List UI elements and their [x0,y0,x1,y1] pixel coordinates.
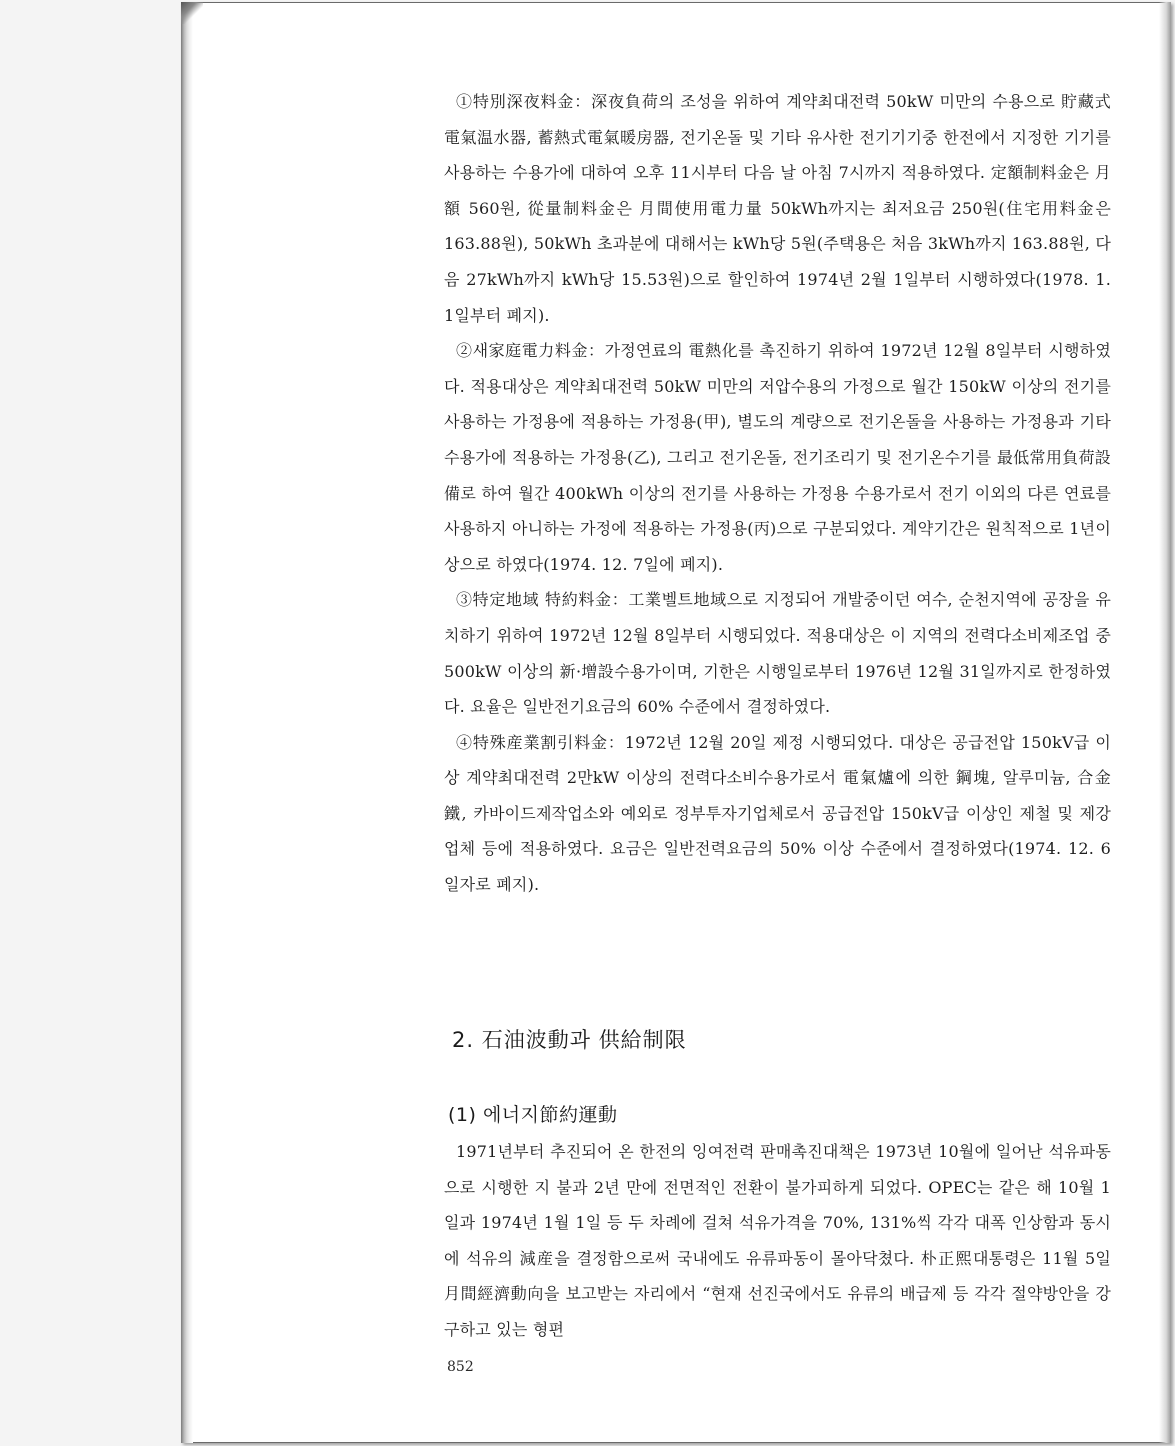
paragraph-new-household-rate: ②새家庭電力料金：가정연료의 電熱化를 촉진하기 위하여 1972년 12월 8일부터 시행하였다. 적용대상은 계약최대전력 50kW 미만의 저압수용의 가정으로 월간 150kW 이상의 전기를 사용하는 가정용에 적용하는 가정용(甲), 별도의 계량으로 전기온돌을 사용하는 가정용과 기타수용가에 적용하는 가정용(乙), 그리고 전기온돌, 전기조리기 및 전기온수기를 最低常用負荷設備로 하여 월간 400kWh 이상의 전기를 사용하는 가정용 수용가로서 전기 이외의 다른 연료를 사용하지 아니하는 가정에 적용하는 가정용(丙)으로 구분되었다. 계약기간은 원칙적으로 1년이상으로 하였다(1974. 12. 7일에 폐지). [444,341,1111,574]
section-heading: 2. 石油波動과 供給制限 [452,1028,687,1052]
subsection-heading: (1) 에너지節約運動 [448,1104,618,1126]
paragraph-special-industry-discount: ④特殊産業割引料金：1972년 12월 20일 제정 시행되었다. 대상은 공급전압 150kV급 이상 계약최대전력 2만kW 이상의 전력다소비수용가로서 電氣爐에 의한 鋼塊, 알루미늄, 合金鐵, 카바이드제작업소와 예외로 정부투자기업체로서 공급전압 150kV급 이상인 제철 및 제강업체 등에 적용하였다. 요금은 일반전력요금의 50% 이상 수준에서 결정하였다(1974. 12. 6일자로 폐지). [444,732,1111,895]
paragraph-special-night-rate: ①特別深夜料金：深夜負荷의 조성을 위하여 계약최대전력 50kW 미만의 수용으로 貯藏式電氣温水器, 蓄熱式電氣暖房器, 전기온돌 및 기타 유사한 전기기기중 한전에서 지정한 기기를 사용하는 수용가에 대하여 오후 11시부터 다음 날 아침 7시까지 적용하였다. 定額制料金은 月額 560원, 從量制料金은 月間使用電力量 50kWh까지는 최저요금 250원(住宅用料金은 163.88원), 50kWh 초과분에 대해서는 kWh당 5원(주택용은 처음 3kWh까지 163.88원, 다음 27kWh까지 kWh당 15.53원)으로 할인하여 1974년 2월 1일부터 시행하였다(1978. 1. 1일부터 폐지). [444,92,1111,325]
page-corner-curl [181,2,203,24]
body-text-column [444,84,1111,903]
paragraph-energy-saving: 1971년부터 추진되어 온 한전의 잉여전력 판매촉진대책은 1973년 10월에 일어난 석유파동으로 시행한 지 불과 2년 만에 전면적인 전환이 불가피하게 되었다. OPEC는 같은 해 10월 1일과 1974년 1월 1일 등 두 차례에 걸쳐 석유가격을 70%, 131%씩 각각 대폭 인상함과 동시에 석유의 減産을 결정함으로써 국내에도 유류파동이 몰아닥쳤다. 朴正熙대통령은 11월 5일 月間經濟動向을 보고받는 자리에서 “현재 선진국에서도 유류의 배급제 등 각각 절약방안을 강구하고 있는 형편 [444,1142,1111,1339]
page-binding-shadow [181,2,193,1443]
page-number: 852 [447,1359,474,1375]
page-edge-shadow [1159,2,1171,1443]
subsection-text-column [444,1134,1111,1348]
paragraph-special-area-rate: ③特定地域 特約料金：工業벨트地域으로 지정되어 개발중이던 여수, 순천지역에 공장을 유치하기 위하여 1972년 12월 8일부터 시행되었다. 적용대상은 이 지역의 전력다소비제조업 중 500kW 이상의 新·增設수용가이며, 기한은 시행일로부터 1976년 12월 31일까지로 한정하였다. 요율은 일반전기요금의 60% 수준에서 결정하였다. [444,590,1111,717]
